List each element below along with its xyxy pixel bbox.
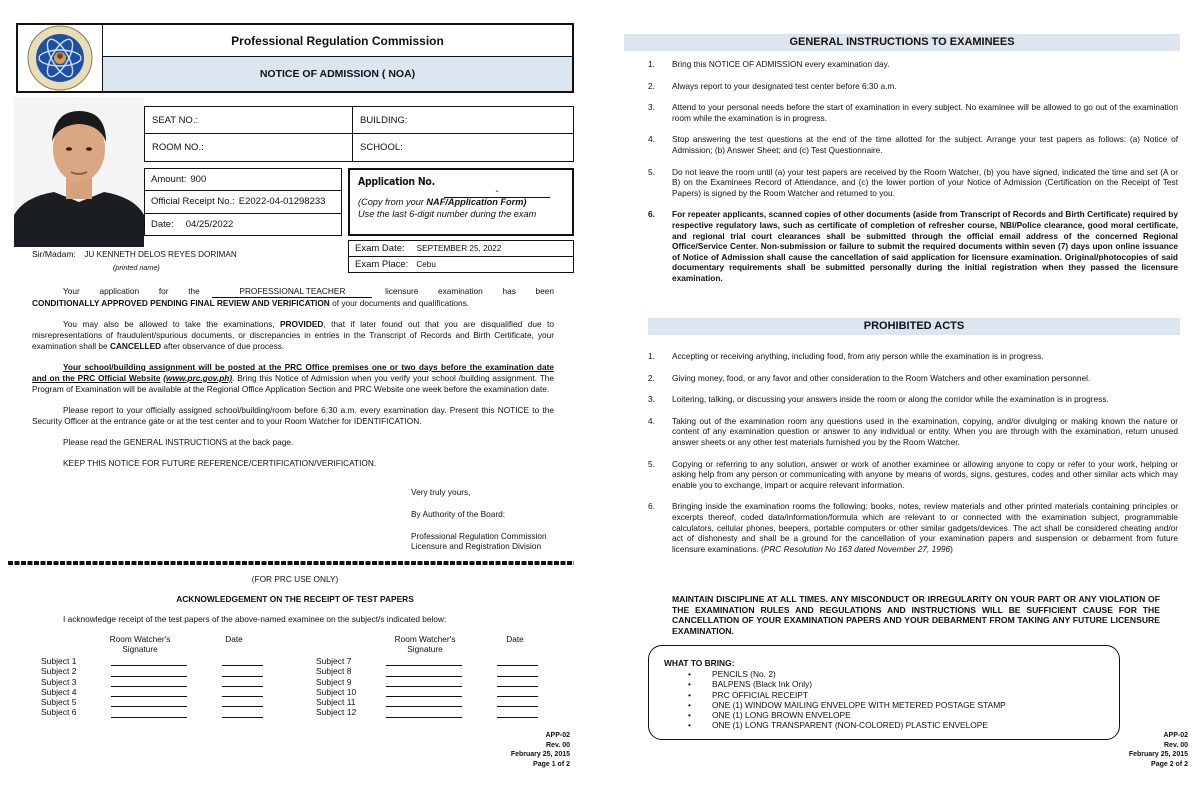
citation-close: ) (950, 543, 953, 554)
profession-blank: PROFESSIONAL TEACHER (212, 286, 372, 298)
exam-date-label: Exam Date: (355, 243, 405, 254)
date-line[interactable] (497, 689, 538, 697)
salutation: Sir/Madam: (32, 249, 76, 259)
subject-label: Subject 3 (41, 676, 77, 687)
item-text (672, 501, 1178, 554)
examinee-name: JU KENNETH DELOS REYES DORIMAN (84, 250, 237, 259)
p3-underlined: Your school/building assignment will be posted at the PRC Office premises one or two days before the examination date and on the PRC Official Website (32, 361, 554, 383)
item-text: Loitering, talking, or discussing your answers inside the room or along the corridor while the examination is in progress. (672, 394, 1109, 405)
receipt-label: Official Receipt No.: (151, 196, 235, 208)
general-instructions-list (648, 59, 1178, 284)
item-text: Stop answering the test questions at the end of the time allotted for the subject. Arrange your test papers as follows: (a) Notice of Admission; (b) Answer Sheet; and (c) Test Questionnaire. (672, 134, 1178, 155)
prc-use-only-label: (FOR PRC USE ONLY) (251, 574, 339, 584)
discipline-warning: MAINTAIN DISCIPLINE AT ALL TIMES. ANY MISCONDUCT OR IRREGULARITY ON YOUR PART OR ANY VIOLATION OF THE EXAMINATION RULES AND REGULATIONS AND INSTRUCTIONS WILL BE SUFFICIENT CAUSE FOR THE CANCELLATION OF YOUR EXAMINATION PAPERS AND YOUR DEBARMENT FROM TAKING ANY FUTURE LICENSURE EXAMINATION. (672, 594, 1160, 636)
payment-date-value: 04/25/2022 (185, 218, 234, 230)
date-header-right: Date (506, 634, 524, 644)
item-number: 4. (648, 415, 655, 426)
subject-label: Subject 12 (316, 707, 357, 718)
revision: Rev. 00 (1164, 741, 1188, 749)
prohibited-acts-title: PROHIBITED ACTS (648, 318, 1180, 335)
bullet-icon: • (688, 679, 691, 690)
prohibited-item (648, 373, 1178, 384)
bullet-icon: • (688, 710, 691, 721)
date-header-left: Date (225, 634, 243, 644)
subject-label: Subject 9 (316, 676, 352, 687)
subject-row (316, 677, 538, 687)
page-1-footer (511, 731, 570, 769)
item-text: Attend to your personal needs before the start of examination in every subject. No examinee will be allowed to go out of the examination room while the examination is in progress. (672, 102, 1178, 123)
subject-row (41, 666, 263, 676)
instruction-item (648, 167, 1178, 199)
instruction-item (648, 59, 1178, 70)
p2-bold-cancelled: CANCELLED (109, 340, 162, 351)
subject-label: Subject 7 (316, 656, 352, 666)
page-number: Page 2 of 2 (1151, 760, 1188, 768)
prohibited-acts-list (648, 351, 1178, 554)
date-line[interactable] (497, 679, 538, 687)
exam-place-value: Cebu (416, 260, 436, 269)
p1-bold: CONDITIONALLY APPROVED PENDING FINAL REVIEW AND VERIFICATION (32, 297, 330, 308)
item-text: Always report to your designated test center before 6:30 a.m. (672, 80, 897, 91)
application-note (358, 197, 564, 220)
admission-letter-body (32, 286, 554, 480)
bring-item-text: BALPENS (Black Ink Only) (712, 679, 813, 690)
test-assignment-box (144, 106, 574, 162)
item-number: 3. (648, 394, 655, 405)
acknowledgement-text: I acknowledge receipt of the test papers of the above-named examinee on the subject/s indicated below: (63, 614, 447, 624)
form-code: APP-02 (545, 732, 570, 739)
bring-item-text: ONE (1) WINDOW MAILING ENVELOPE WITH METERED POSTAGE STAMP (712, 699, 1006, 710)
p1-text-b: licensure examination has been (385, 286, 554, 296)
date-line[interactable] (222, 669, 263, 677)
p1-text-a: Your application for the (63, 286, 200, 296)
bullet-icon: • (688, 699, 691, 710)
bring-item-text: ONE (1) LONG BROWN ENVELOPE (712, 710, 851, 721)
subject-label: Subject 6 (41, 707, 77, 718)
bring-item (688, 679, 1119, 689)
school-field: SCHOOL: (360, 142, 403, 153)
payment-box (144, 168, 342, 236)
item-text-main: Bringing inside the examination rooms the following: books, notes, review materials and other printed materials containing principles or excerpts thereof, coded data/information/formula which are relevant to or connected with the examination subject, programmable calculators, cellular phones, beepers, portable computers or other similar gadgets/devices. The act shall be considered cheating and/or act of dishonesty and shall be a ground for the cancellation of your examination papers and suspension or debarment from future licensure examinations. ( (672, 501, 1178, 554)
date-line[interactable] (222, 689, 263, 697)
item-text: Do not leave the room until (a) your test papers are received by the Room Watcher, (b) you have signed, indicated the time and set (A or B) on the Examinees Record of Attendance, and (c) the lower portion of your Notice of Admission (Certification on the Receipt of Test Papers) is signed by the Room Watcher and returned to you. (672, 166, 1178, 198)
subject-row (316, 666, 538, 676)
signatory-org-1: Professional Regulation Commission (411, 530, 547, 541)
item-number: 1. (648, 351, 655, 361)
date-line[interactable] (222, 710, 263, 718)
revision-date: February 25, 2015 (1128, 751, 1188, 758)
signature-line[interactable] (386, 699, 462, 707)
item-text: Copying or referring to any solution, answer or work of another examinee or allowing anyone to copy or refer to your work, helping or asking help from any person or communicating with anyone by means of words, signs, gestures, codes and other similar acts which may enable you to exchange, impart or acquire relevant information. (672, 458, 1178, 490)
exam-place-row (349, 257, 573, 272)
subject-row (41, 656, 263, 666)
p1-text-c: of your documents and qualifications. (329, 297, 470, 308)
instruction-item-repeaters (648, 209, 1178, 283)
subject-label: Subject 4 (41, 686, 77, 697)
application-no-label: Application No. (358, 175, 435, 188)
subject-label: Subject 5 (41, 697, 77, 708)
subject-label: Subject 11 (316, 697, 356, 708)
examinee-name-row (32, 249, 237, 259)
subject-row (41, 687, 263, 697)
bring-item-text: PRC OFFICIAL RECEIPT (712, 689, 809, 700)
item-text: Accepting or receiving anything, including food, from any person while the examination is in progress. (672, 351, 1044, 361)
subject-label: Subject 8 (316, 666, 352, 677)
signature-line[interactable] (111, 658, 187, 666)
signature-line[interactable] (386, 658, 462, 666)
note-line-2: Use the last 6-digit number during the exam (358, 208, 537, 219)
what-to-bring-list (664, 669, 1119, 731)
acknowledgement-title: ACKNOWLEDGEMENT ON THE RECEIPT OF TEST PAPERS (176, 594, 414, 604)
subject-label: Subject 10 (316, 686, 357, 697)
watcher-signature-header-right: Room Watcher's Signature (394, 634, 456, 654)
item-number: 2. (648, 372, 655, 383)
signature-line[interactable] (111, 710, 187, 718)
prohibited-item (648, 416, 1178, 448)
date-line[interactable] (497, 669, 538, 677)
subject-row (316, 697, 538, 707)
prohibited-item (648, 501, 1178, 554)
logo-cell (18, 25, 103, 91)
letter-paragraph-5: Please read the GENERAL INSTRUCTIONS at the back page. (63, 436, 294, 447)
printed-name-caption: (printed name) (113, 263, 160, 272)
item-number: 5. (648, 458, 655, 469)
subject-row (316, 656, 538, 666)
instruction-item (648, 134, 1178, 155)
item-number: 2. (648, 80, 655, 91)
what-to-bring-box (648, 645, 1120, 740)
signature-block (411, 487, 547, 563)
prohibited-item (648, 394, 1178, 405)
bring-item-text: PENCILS (No. 2) (712, 669, 776, 679)
p2-text-c: after observance of due process. (161, 340, 285, 351)
page-2-footer (1129, 731, 1188, 769)
examinee-photo (14, 97, 144, 247)
building-field: BUILDING: (353, 107, 573, 134)
page-number: Page 1 of 2 (533, 760, 570, 768)
subject-row (41, 677, 263, 687)
revision-date: February 25, 2015 (510, 751, 570, 758)
instruction-item (648, 81, 1178, 92)
signature-line[interactable] (111, 669, 187, 677)
exam-details-box (348, 240, 574, 273)
examinee-photo-icon (14, 97, 144, 247)
bring-item (688, 700, 1119, 710)
bring-item (688, 690, 1119, 700)
application-no-value: - (444, 187, 550, 198)
item-text: Giving money, food, or any favor and other consideration to the Room Watchers and other examination personnel. (672, 372, 1091, 383)
subject-label: Subject 1 (41, 656, 77, 666)
receipt-row (145, 191, 341, 213)
prohibited-item (648, 351, 1178, 362)
signatory-org-2: Licensure and Registration Division (411, 541, 542, 552)
letter-paragraph-4: Please report to your officially assigned school/building/room before 6:30 a.m. every examination day. Present this NOTICE to the Security Officer at the entrance gate or at the test center and to your Room Watcher for IDENTIFICATION. (32, 404, 554, 426)
bring-item (688, 720, 1119, 730)
date-line[interactable] (497, 710, 538, 718)
signature-line[interactable] (386, 710, 462, 718)
amount-value: 900 (190, 174, 207, 186)
p2-text-b: , that if later found out that you are disqualified due to misrepresentations of fraudulent/spurious documents, or discrepancies in entries in the Transcript of Records and Birth Certificate, your examination shall be (32, 319, 554, 351)
subject-row (41, 707, 263, 717)
subjects-left-column (41, 656, 263, 718)
p3-rest: . Bring this Notice of Admission when you verify your school /building assignment. The Program of Examination will be available at the Regional Office Application Section and PRC Website one week before the examination date. (32, 372, 554, 394)
form-code: APP-02 (1163, 732, 1188, 739)
signature-line[interactable] (111, 699, 187, 707)
item-number: 5. (648, 166, 655, 177)
receipt-value: E2022-04-01298233 (238, 196, 326, 208)
exam-date-row (349, 241, 573, 257)
date-line[interactable] (222, 679, 263, 687)
item-text: Bring this NOTICE OF ADMISSION every examination day. (672, 59, 890, 69)
signature-line[interactable] (386, 689, 462, 697)
signature-line[interactable] (111, 679, 187, 687)
prc-seal-logo-icon (27, 25, 93, 91)
date-line[interactable] (222, 658, 263, 666)
subjects-right-column (316, 656, 538, 718)
date-line[interactable] (222, 699, 263, 707)
bullet-icon: • (688, 669, 691, 679)
amount-row (145, 169, 341, 191)
amount-label: Amount: (151, 174, 187, 186)
signature-line[interactable] (111, 689, 187, 697)
date-line[interactable] (497, 699, 538, 707)
payment-date-row (145, 214, 341, 235)
bring-item-text: ONE (1) LONG TRANSPARENT (NON-COLORED) PLASTIC ENVELOPE (712, 720, 988, 731)
bring-item (688, 710, 1119, 720)
signature-line[interactable] (386, 669, 462, 677)
item-number: 3. (648, 102, 655, 113)
payment-date-label: Date: (151, 218, 174, 230)
subject-row (41, 697, 263, 707)
date-line[interactable] (497, 658, 538, 666)
signature-line[interactable] (386, 679, 462, 687)
exam-date-value: SEPTEMBER 25, 2022 (416, 244, 502, 253)
prc-website-link[interactable]: (www.prc.gov.ph) (163, 372, 233, 383)
application-no-box (348, 168, 574, 236)
item-text: For repeater applicants, scanned copies of other documents (aside from Transcript of Records and Birth Certificate) required by respective regulatory laws, such as certificate of completion of refresher course, NBI/Police clearance, good moral certificate, and regional trial court clearances shall be submitted through the official email address of the concerned Regional Office/Service Center. Non-submission or failure to submit the required documents within seven (7) days upon online issuance of Notice of Admission shall cause the cancellation of said application for licensure examination. Original/photocopies of said documentary requirements shall be submitted personally during the initial registration when they passed the licensure examination. (672, 209, 1178, 283)
letter-paragraph-3 (32, 362, 554, 394)
seat-no-field: SEAT NO.: (145, 107, 353, 134)
note-prefix: (Copy from your (358, 197, 427, 207)
subject-label: Subject 2 (41, 666, 77, 677)
instruction-item (648, 102, 1178, 123)
letter-paragraph-2 (32, 319, 554, 351)
item-number: 6. (648, 209, 655, 220)
subject-row (316, 687, 538, 697)
authority: By Authority of the Board: (411, 508, 506, 519)
doc-title: NOTICE OF ADMISSION ( NOA) (103, 57, 572, 91)
item-number: 4. (648, 134, 655, 145)
item-number: 1. (648, 59, 655, 69)
what-to-bring-title: WHAT TO BRING: (664, 658, 735, 668)
item-text: Taking out of the examination room any questions used in the examination, copying, and/or divulging or making known the nature or content of any examination question or answer to any individual or entity. When you are through with the examination, return unused answer sheets or any other test materials furnished you by the Room Watcher. (672, 415, 1178, 447)
item-number: 6. (648, 501, 655, 512)
org-title: Professional Regulation Commission (103, 25, 572, 57)
letter-paragraph-6: KEEP THIS NOTICE FOR FUTURE REFERENCE/CERTIFICATION/VERIFICATION. (63, 458, 377, 469)
watcher-signature-header-left: Room Watcher's Signature (109, 634, 171, 654)
note-bold: NAF/Application Form) (426, 197, 527, 207)
closing: Very truly yours, (411, 487, 471, 497)
prohibited-item (648, 459, 1178, 491)
letter-paragraph-1 (32, 286, 554, 309)
bullet-icon: • (688, 689, 691, 700)
bullet-icon: • (688, 720, 691, 731)
general-instructions-title: GENERAL INSTRUCTIONS TO EXAMINEES (624, 34, 1180, 51)
exam-place-label: Exam Place: (355, 259, 409, 270)
room-no-field: ROOM NO.: (145, 134, 353, 161)
resolution-citation: PRC Resolution No 163 dated November 27, 1996 (763, 543, 951, 554)
p2-bold-provided: PROVIDED (280, 319, 324, 330)
revision: Rev. 00 (546, 741, 570, 749)
cut-line-divider (8, 561, 574, 565)
noa-header (16, 23, 574, 93)
p2-text-a: You may also be allowed to take the examinations, (63, 319, 281, 330)
bring-item (688, 669, 1119, 679)
subject-row (316, 707, 538, 717)
